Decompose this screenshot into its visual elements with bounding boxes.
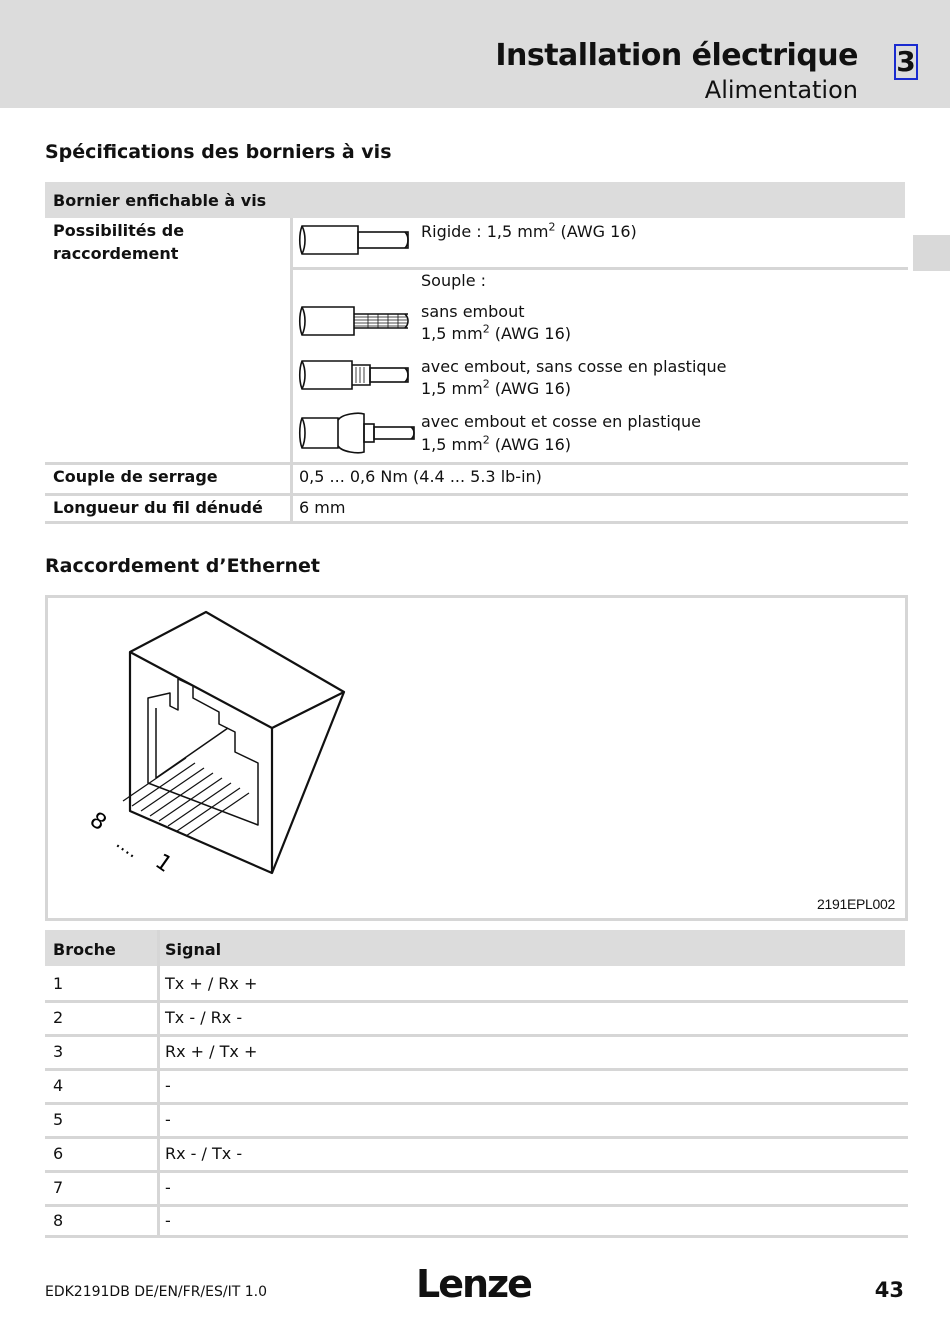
- option-ferrule-line2: 1,5 $mm^2$ (AWG 16): [421, 377, 572, 398]
- pin-number: 6: [53, 1144, 64, 1163]
- figure-code: 2191EPL002: [817, 896, 895, 912]
- ferrule-wire-icon: [298, 357, 413, 395]
- rigid-wire-icon: [298, 222, 413, 260]
- signal-column-header: Signal: [165, 940, 222, 959]
- row-divider: [45, 1034, 908, 1037]
- pin-signal: Tx - / Rx -: [165, 1008, 243, 1027]
- pin-number: 1: [53, 974, 64, 993]
- row-divider: [45, 1136, 908, 1139]
- option-ferrule-collar-line1: avec embout et cosse en plastique: [421, 412, 701, 431]
- row-divider: [45, 493, 908, 496]
- pin-signal: -: [165, 1110, 171, 1129]
- pin-number: 4: [53, 1076, 64, 1095]
- option-ferrule-collar-line2: 1,5 $mm^2$ (AWG 16): [421, 433, 572, 454]
- pin-label-1: 1: [150, 849, 177, 878]
- pin-signal: Tx + / Rx +: [165, 974, 258, 993]
- row-divider: [45, 1068, 908, 1071]
- row-divider: [45, 521, 908, 524]
- pin-number: 5: [53, 1110, 64, 1129]
- spec-table-column-divider: [290, 218, 293, 523]
- row-divider: [45, 1102, 908, 1105]
- row-divider: [45, 1235, 908, 1238]
- pin-label-8: 8: [84, 807, 111, 837]
- pin-signal: -: [165, 1211, 171, 1230]
- row-divider: [293, 267, 908, 270]
- pin-table-column-divider: [157, 930, 160, 1236]
- pin-signal: Rx - / Tx -: [165, 1144, 243, 1163]
- chapter-number-link[interactable]: 3: [894, 44, 918, 80]
- chapter-subtitle: Alimentation: [704, 76, 858, 104]
- flexible-label: Souple :: [421, 271, 487, 290]
- ethernet-connector-figure: [45, 595, 908, 921]
- pin-signal: Rx + / Tx +: [165, 1042, 258, 1061]
- screw-terminal-heading: Spécifications des borniers à vis: [45, 141, 392, 163]
- chapter-title: Installation électrique: [495, 38, 858, 73]
- ethernet-heading: Raccordement d’Ethernet: [45, 555, 320, 577]
- pin-signal: -: [165, 1076, 171, 1095]
- option-no-ferrule-line2: 1,5 $mm^2$ (AWG 16): [421, 322, 572, 343]
- pin-number: 3: [53, 1042, 64, 1061]
- pin-column-header: Broche: [53, 940, 116, 959]
- strip-length-label: Longueur du fil dénudé: [53, 498, 263, 517]
- document-id: EDK2191DB DE/EN/FR/ES/IT 1.0: [45, 1284, 267, 1300]
- side-tab-marker: [913, 235, 950, 271]
- pin-number: 7: [53, 1178, 64, 1197]
- page-number: 43: [874, 1278, 904, 1302]
- option-ferrule-line1: avec embout, sans cosse en plastique: [421, 357, 727, 376]
- torque-label: Couple de serrage: [53, 467, 218, 486]
- row-divider: [45, 462, 908, 465]
- strip-length-value: 6 mm: [299, 498, 346, 517]
- lenze-logo: Lenze: [416, 1262, 531, 1306]
- flexible-wire-icon: [298, 303, 413, 341]
- ferrule-collar-wire-icon: [298, 410, 418, 456]
- option-no-ferrule-line1: sans embout: [421, 302, 525, 321]
- connection-options-label-line2: raccordement: [53, 244, 179, 263]
- row-divider: [45, 1170, 908, 1173]
- pin-number: 8: [53, 1211, 64, 1230]
- rigid-spec: Rigide : 1,5 $mm^2$ (AWG 16): [421, 220, 637, 241]
- pin-signal: -: [165, 1178, 171, 1197]
- row-divider: [45, 1000, 908, 1003]
- spec-table-title: Bornier enfichable à vis: [53, 191, 267, 210]
- torque-value: 0,5 ... 0,6 Nm (4.4 ... 5.3 lb-in): [299, 467, 542, 486]
- row-divider: [45, 1204, 908, 1207]
- pin-label-dots: ....: [112, 832, 143, 863]
- rj45-socket-drawing: [48, 598, 905, 918]
- connection-options-label-line1: Possibilités de: [53, 221, 185, 240]
- pin-number: 2: [53, 1008, 64, 1027]
